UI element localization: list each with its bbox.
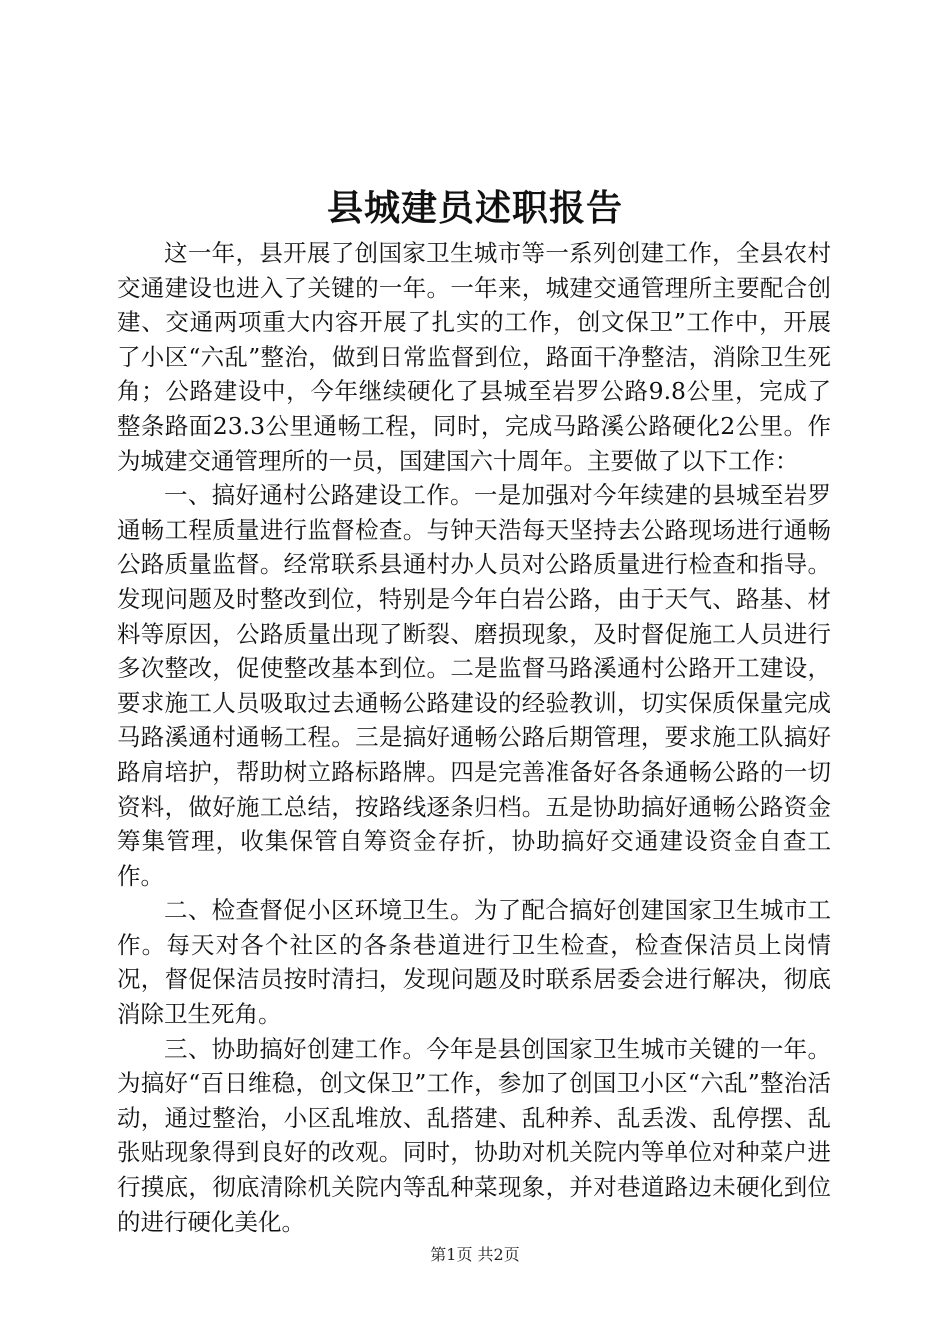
paragraph-section-1: 一、搞好通村公路建设工作。一是加强对今年续建的县城至岩罗通畅工程质量进行监督检查。与钟天浩每天坚持去公路现场进行通畅公路质量监督。经常联系县通村办人员对公路质量进行检查和指导。发现问题及时整改到位，特别是今年白岩公路，由于天气、路基、材料等原因，公路质量出现了断裂、磨损现象，及时督促施工人员进行多次整改，促使整改基本到位。二是监督马路溪通村公路开工建设，要求施工人员吸取过去通畅公路建设的经验教训，切实保质保量完成马路溪通村通畅工程。三是搞好通畅公路后期管理，要求施工队搞好路肩培护，帮助树立路标路牌。四是完善准备好各条通畅公路的一切资料，做好施工总结，按路线逐条归档。五是协助搞好通畅公路资金筹集管理，收集保管自筹资金存折，协助搞好交通建设资金自查工作。 [117, 481, 831, 890]
paragraph-section-3: 三、协助搞好创建工作。今年是县创国家卫生城市关键的一年。为搞好“百日维稳，创文保卫”工作，参加了创国卫小区“六乱”整治活动，通过整治，小区乱堆放、乱搭建、乱种养、乱丢泼、乱停摆、乱张贴现象得到良好的改观。同时，协助对机关院内等单位对种菜户进行摸底，彻底清除机关院内等乱种菜现象，并对巷道路边未硬化到位的进行硬化美化。 [117, 1034, 831, 1236]
document-title: 县城建员述职报告 [326, 187, 623, 229]
page-number-footer: 第1页 共2页 [430, 1245, 520, 1264]
paragraph-section-2: 二、检查督促小区环境卫生。为了配合搞好创建国家卫生城市工作。每天对各个社区的各条巷道进行卫生检查，检查保洁员上岗情况，督促保洁员按时清扫，发现问题及时联系居委会进行解决，彻底消除卫生死角。 [117, 896, 831, 1029]
paragraph-intro: 这一年，县开展了创国家卫生城市等一系列创建工作，全县农村交通建设也进入了关键的一年。一年来，城建交通管理所主要配合创建、交通两项重大内容开展了扎实的工作，创文保卫”工作中，开展了小区“六乱”整治，做到日常监督到位，路面干净整洁，消除卫生死角；公路建设中，今年继续硬化了县城至岩罗公路9.8公里，完成了整条路面23.3公里通畅工程，同时，完成马路溪公路硬化2公里。作为城建交通管理所的一员，国建国六十周年。主要做了以下工作： [117, 239, 831, 475]
document-body [117, 236, 831, 1239]
